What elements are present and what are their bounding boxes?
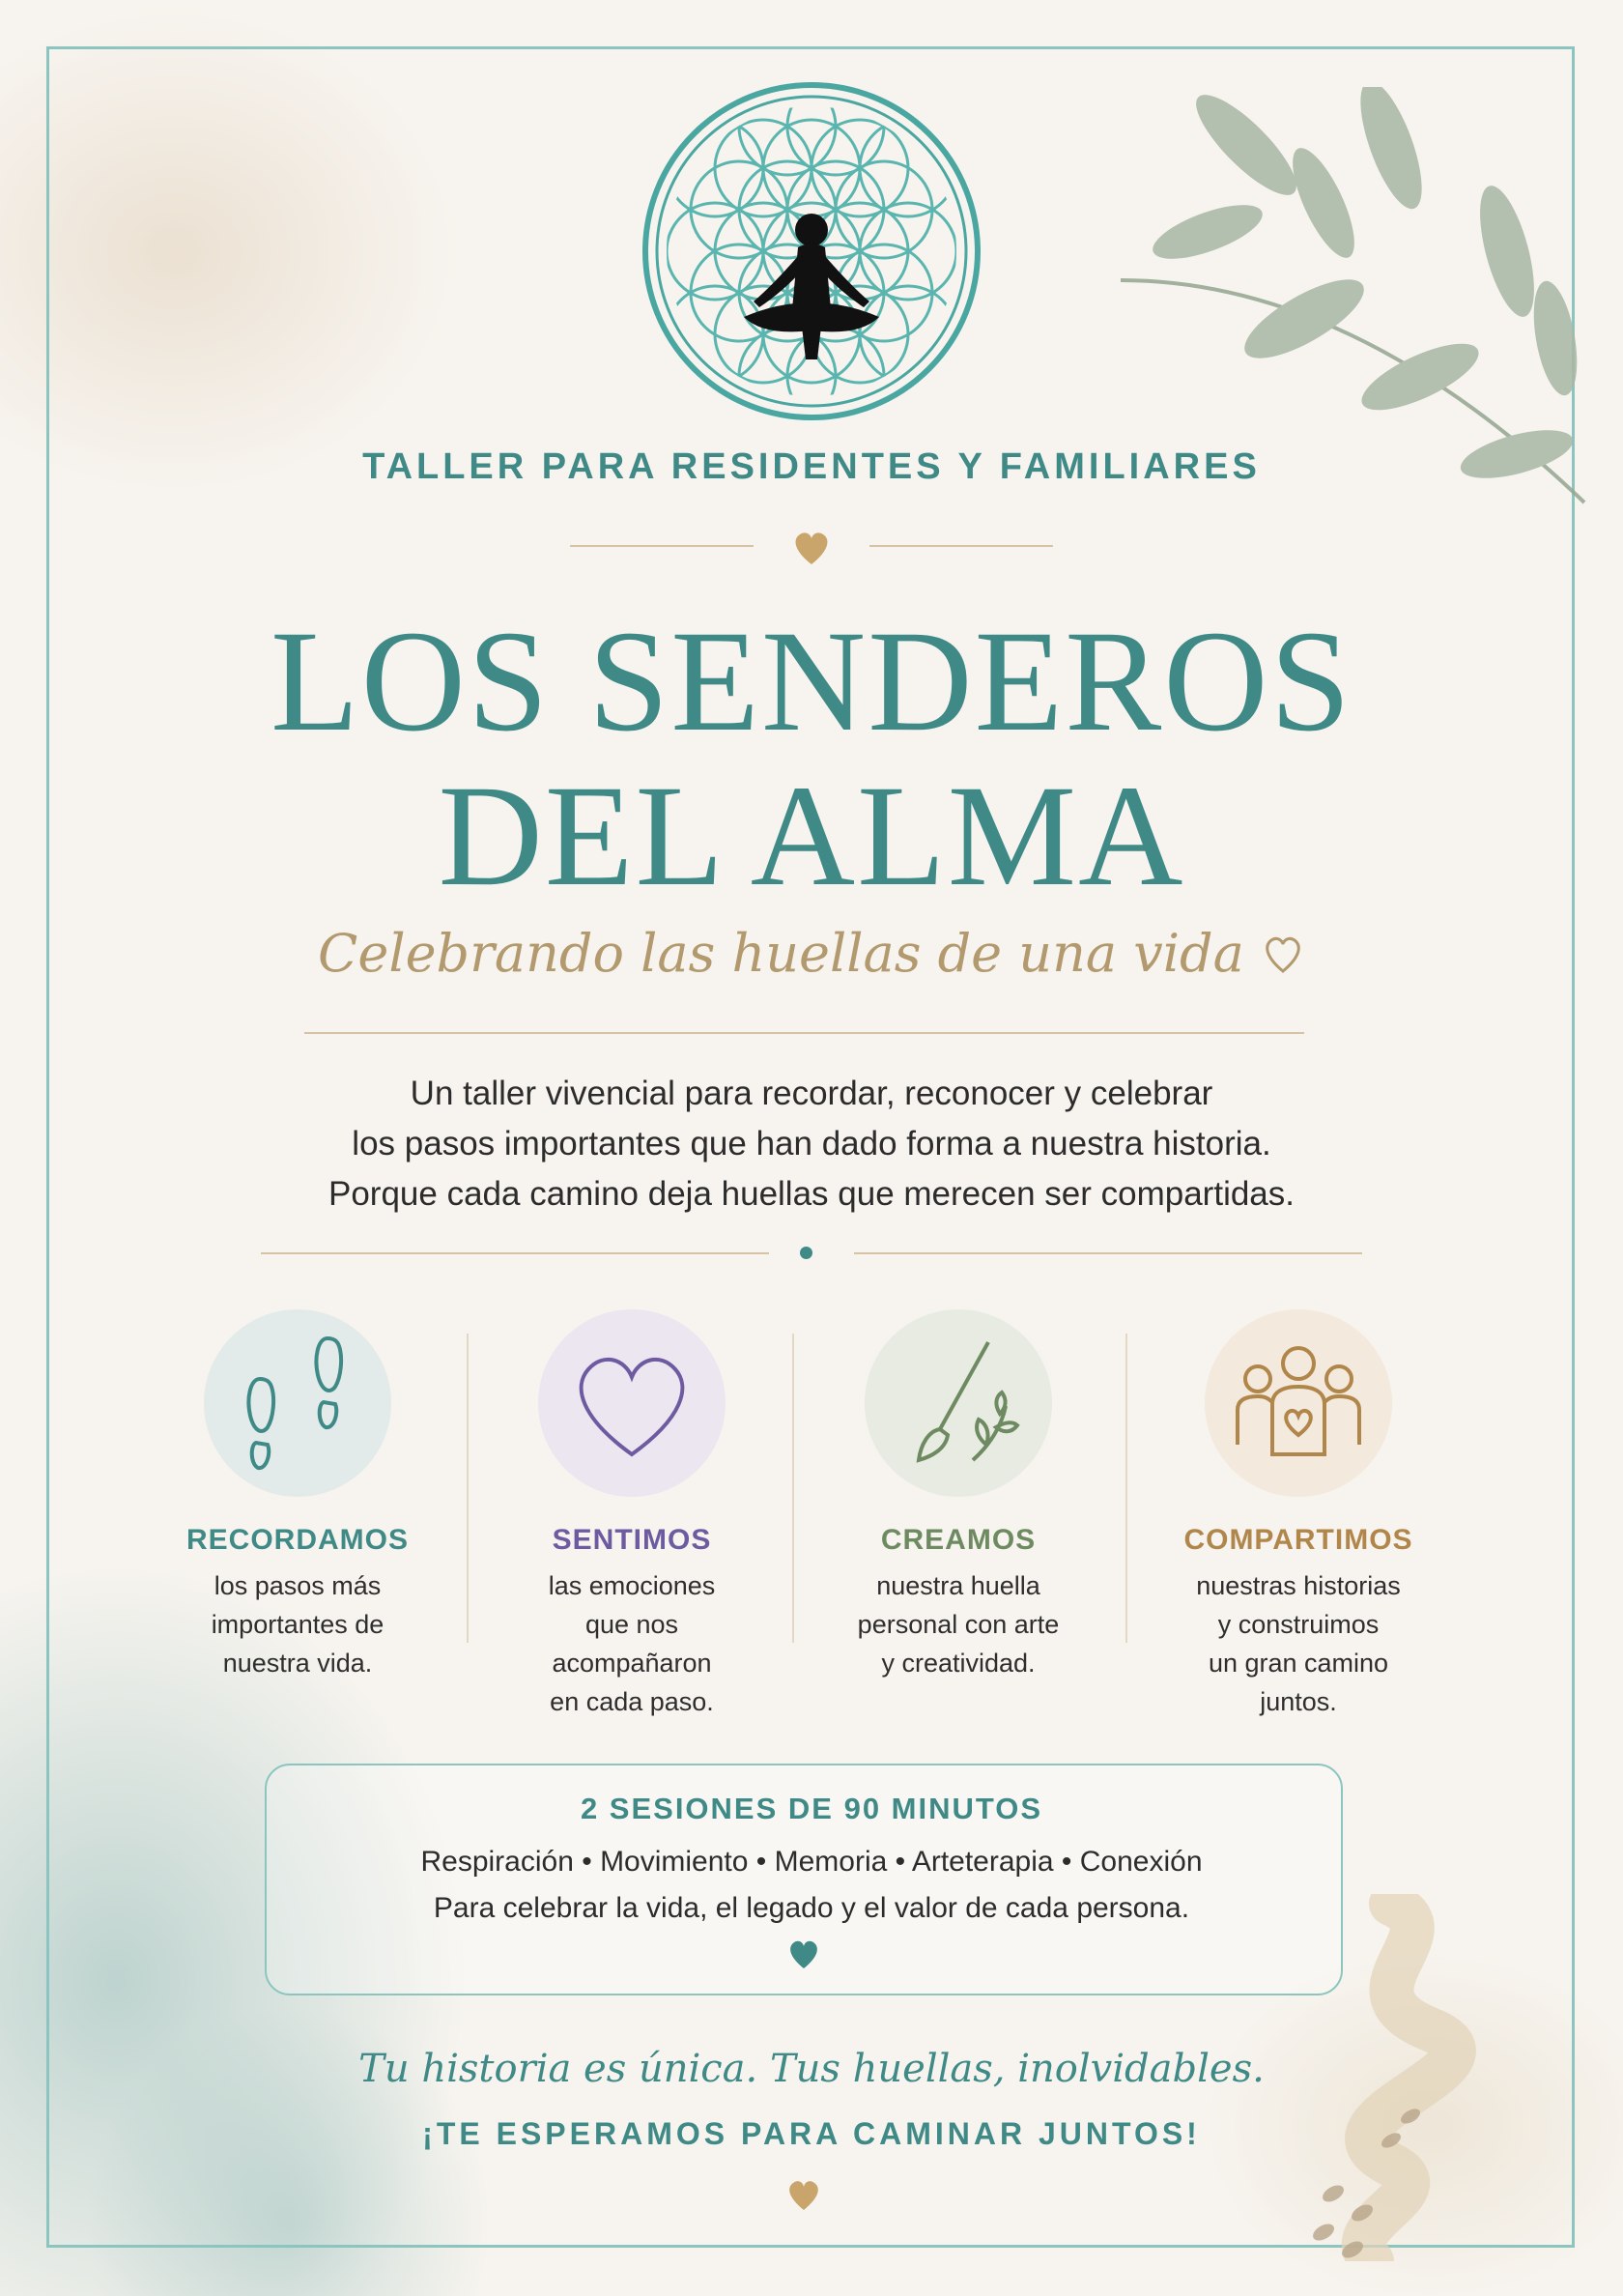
closing-invitation: ¡TE ESPERAMOS PARA CAMINAR JUNTOS! — [422, 2116, 1201, 2151]
feature-desc-line: y construimos — [1217, 1610, 1380, 1639]
feature-sentimos — [468, 1309, 796, 1721]
divider-left — [570, 545, 754, 547]
intro-line: los pasos importantes que han dado forma a nuestra historia. — [352, 1125, 1271, 1162]
feature-title: RECORDAMOS — [185, 1524, 409, 1556]
feature-desc-line: en cada paso. — [550, 1687, 714, 1716]
closing-message: Tu historia es única. Tus huellas, inolvidables. — [358, 2047, 1265, 2091]
feature-separator — [1125, 1334, 1127, 1643]
feature-desc-line: las emociones — [548, 1571, 716, 1600]
heart-icon — [538, 1309, 726, 1497]
feature-desc-line: nuestras historias — [1196, 1571, 1401, 1600]
feature-desc-line: personal con arte — [857, 1610, 1060, 1639]
feature-title: CREAMOS — [880, 1524, 1037, 1556]
paintbrush-leaf-icon — [865, 1309, 1052, 1497]
heart-icon — [790, 530, 833, 568]
heart-icon — [785, 2178, 822, 2213]
intro-divider-left — [261, 1252, 769, 1254]
feature-circle — [538, 1309, 726, 1497]
flower-of-life-logo — [638, 77, 985, 425]
feature-desc-line: y creatividad. — [881, 1649, 1036, 1678]
heart-icon — [786, 1938, 821, 1971]
divider-right — [869, 545, 1053, 547]
subtitle — [0, 923, 1623, 984]
feature-desc-line: un gran camino — [1208, 1649, 1389, 1678]
feature-desc-line: acompañaron — [552, 1649, 712, 1678]
session-activities: Respiración • Movimiento • Memoria • Arteterapia • Conexión — [420, 1846, 1203, 1878]
intro-divider-right — [854, 1252, 1362, 1254]
footprints-icon — [204, 1309, 391, 1497]
heart-outline-icon — [1261, 933, 1305, 975]
feature-description — [794, 1566, 1123, 1682]
intro-line: Un taller vivencial para recordar, reconocer y celebrar — [410, 1075, 1213, 1112]
workshop-tagline: TALLER PARA RESIDENTES Y FAMILIARES — [362, 446, 1261, 487]
feature-recordamos — [133, 1309, 462, 1682]
feature-desc-line: nuestra huella — [876, 1571, 1040, 1600]
intro-text — [0, 1069, 1623, 1220]
feature-circle — [204, 1309, 391, 1497]
title-line-1: LOS SENDEROS — [270, 601, 1352, 761]
title-line-2: DEL ALMA — [438, 756, 1185, 916]
feature-desc-line: juntos. — [1260, 1687, 1337, 1716]
feature-desc-line: que nos — [584, 1610, 679, 1639]
feature-compartimos — [1134, 1309, 1463, 1721]
subtitle-divider — [304, 1032, 1304, 1034]
feature-description — [1134, 1566, 1463, 1721]
feature-title: COMPARTIMOS — [1183, 1524, 1413, 1556]
divider-dot — [800, 1247, 812, 1259]
feature-desc-line: nuestra vida. — [222, 1649, 373, 1678]
subtitle-text: Celebrando las huellas de una vida — [318, 923, 1244, 984]
feature-desc-line: los pasos más — [214, 1571, 382, 1600]
feature-description — [133, 1566, 462, 1682]
feature-desc-line: importantes de — [211, 1610, 384, 1639]
intro-line: Porque cada camino deja huellas que merecen ser compartidas. — [327, 1175, 1295, 1213]
group-heart-icon — [1205, 1309, 1392, 1497]
feature-title: SENTIMOS — [552, 1524, 712, 1556]
session-title: 2 SESIONES DE 90 MINUTOS — [580, 1792, 1043, 1825]
feature-circle — [865, 1309, 1052, 1497]
feature-circle — [1205, 1309, 1392, 1497]
session-purpose: Para celebrar la vida, el legado y el valor de cada persona. — [433, 1892, 1190, 1924]
feature-description — [468, 1566, 796, 1721]
feature-creamos — [794, 1309, 1123, 1682]
